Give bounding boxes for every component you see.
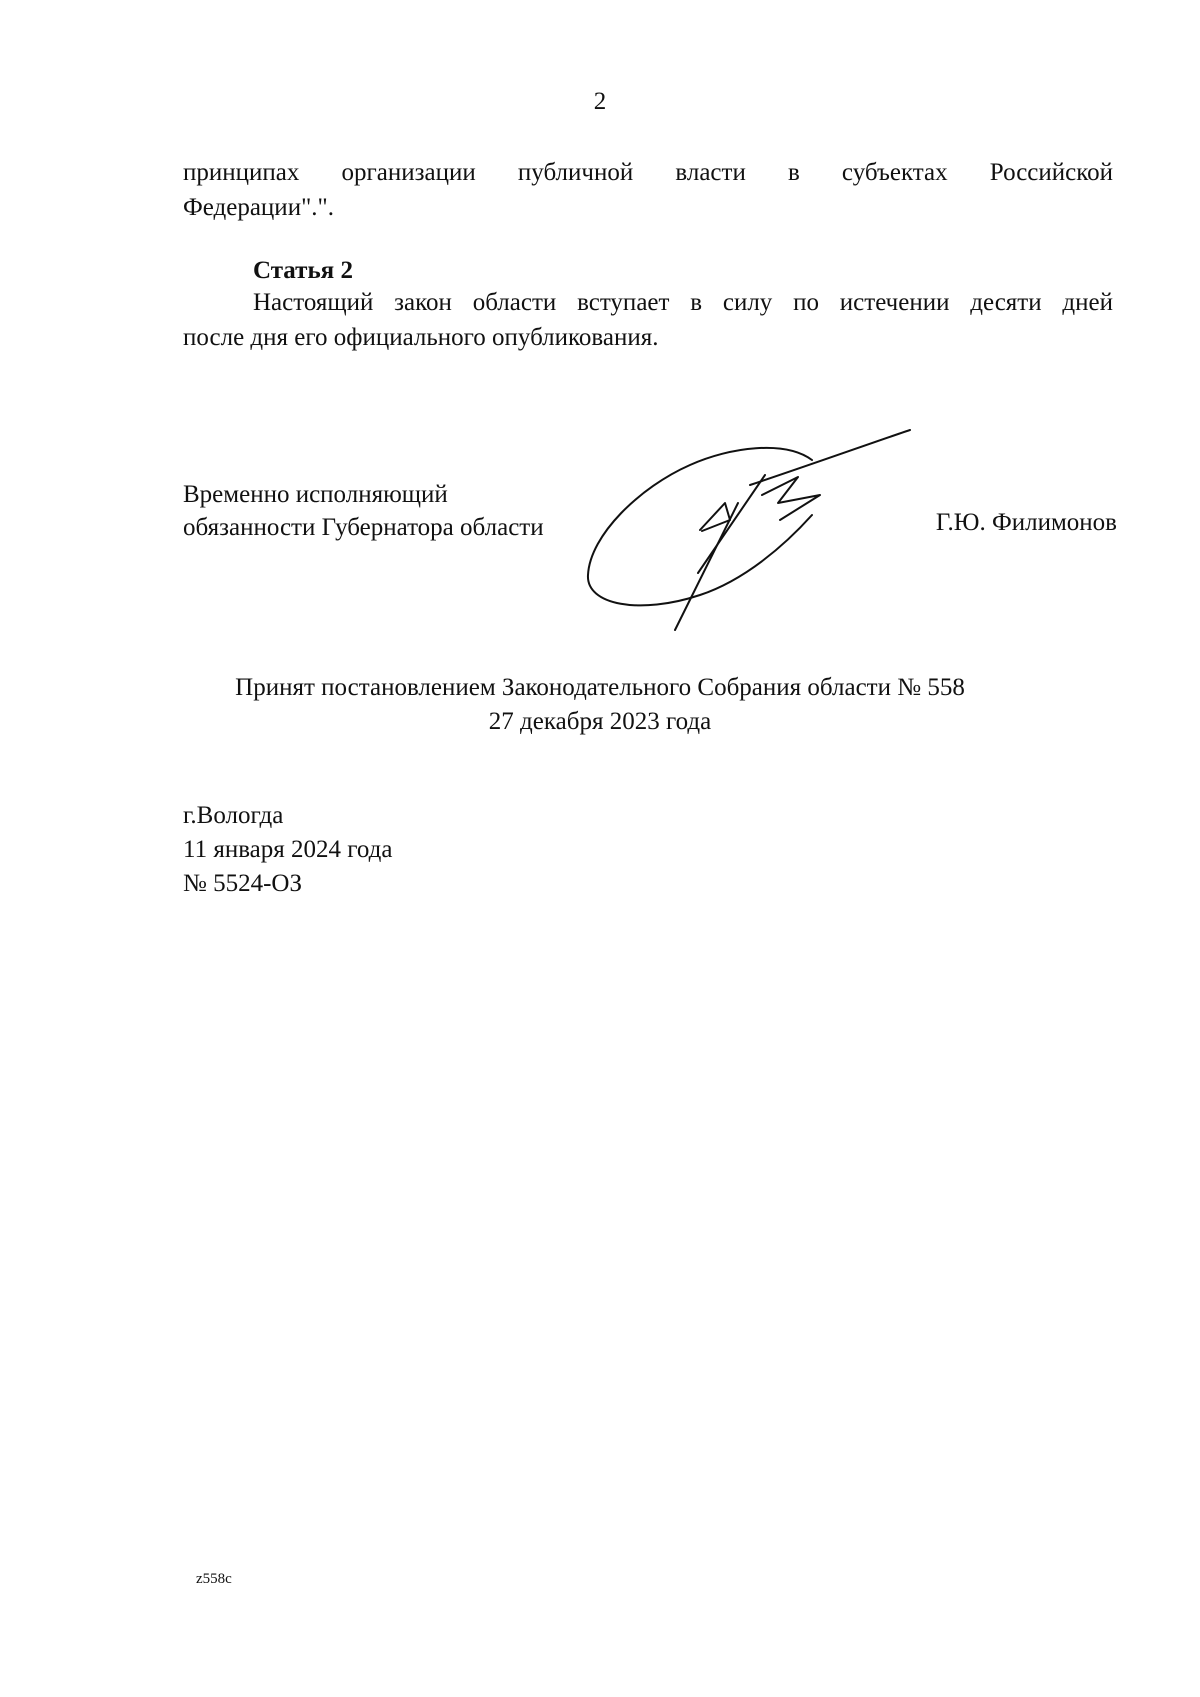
law-number: № 5524-ОЗ bbox=[183, 870, 303, 897]
document-code: z558c bbox=[196, 1571, 232, 1587]
adoption-line-1: Принят постановлением Законодательного Собрания области № 558 bbox=[235, 674, 965, 701]
place-date-block bbox=[183, 799, 393, 901]
article-line-1: Настоящий закон области вступает в силу по истечении десяти дней bbox=[253, 289, 1113, 316]
adoption-line-2: 27 декабря 2023 года bbox=[488, 708, 712, 735]
city: г.Вологда bbox=[183, 802, 284, 829]
signer-position-line-1: Временно исполняющий bbox=[183, 481, 448, 508]
signer-position-line-2: обязанности Губернатора области bbox=[183, 514, 544, 541]
adoption-note bbox=[0, 671, 1200, 739]
signing-date: 11 января 2024 года bbox=[183, 836, 393, 863]
article-paragraph bbox=[183, 285, 1113, 355]
page-number: 2 bbox=[593, 88, 607, 115]
continuation-line-1: принципах организации публичной власти в субъектах Российской bbox=[183, 159, 1113, 186]
continuation-line-2: Федерации".". bbox=[183, 194, 334, 221]
signer-name: Г.Ю. Филимонов bbox=[935, 509, 1117, 536]
signer-position bbox=[183, 478, 544, 544]
article-heading: Статья 2 bbox=[253, 257, 353, 284]
article-line-2: после дня его официального опубликования. bbox=[183, 324, 659, 351]
continuation-paragraph bbox=[183, 155, 1113, 225]
